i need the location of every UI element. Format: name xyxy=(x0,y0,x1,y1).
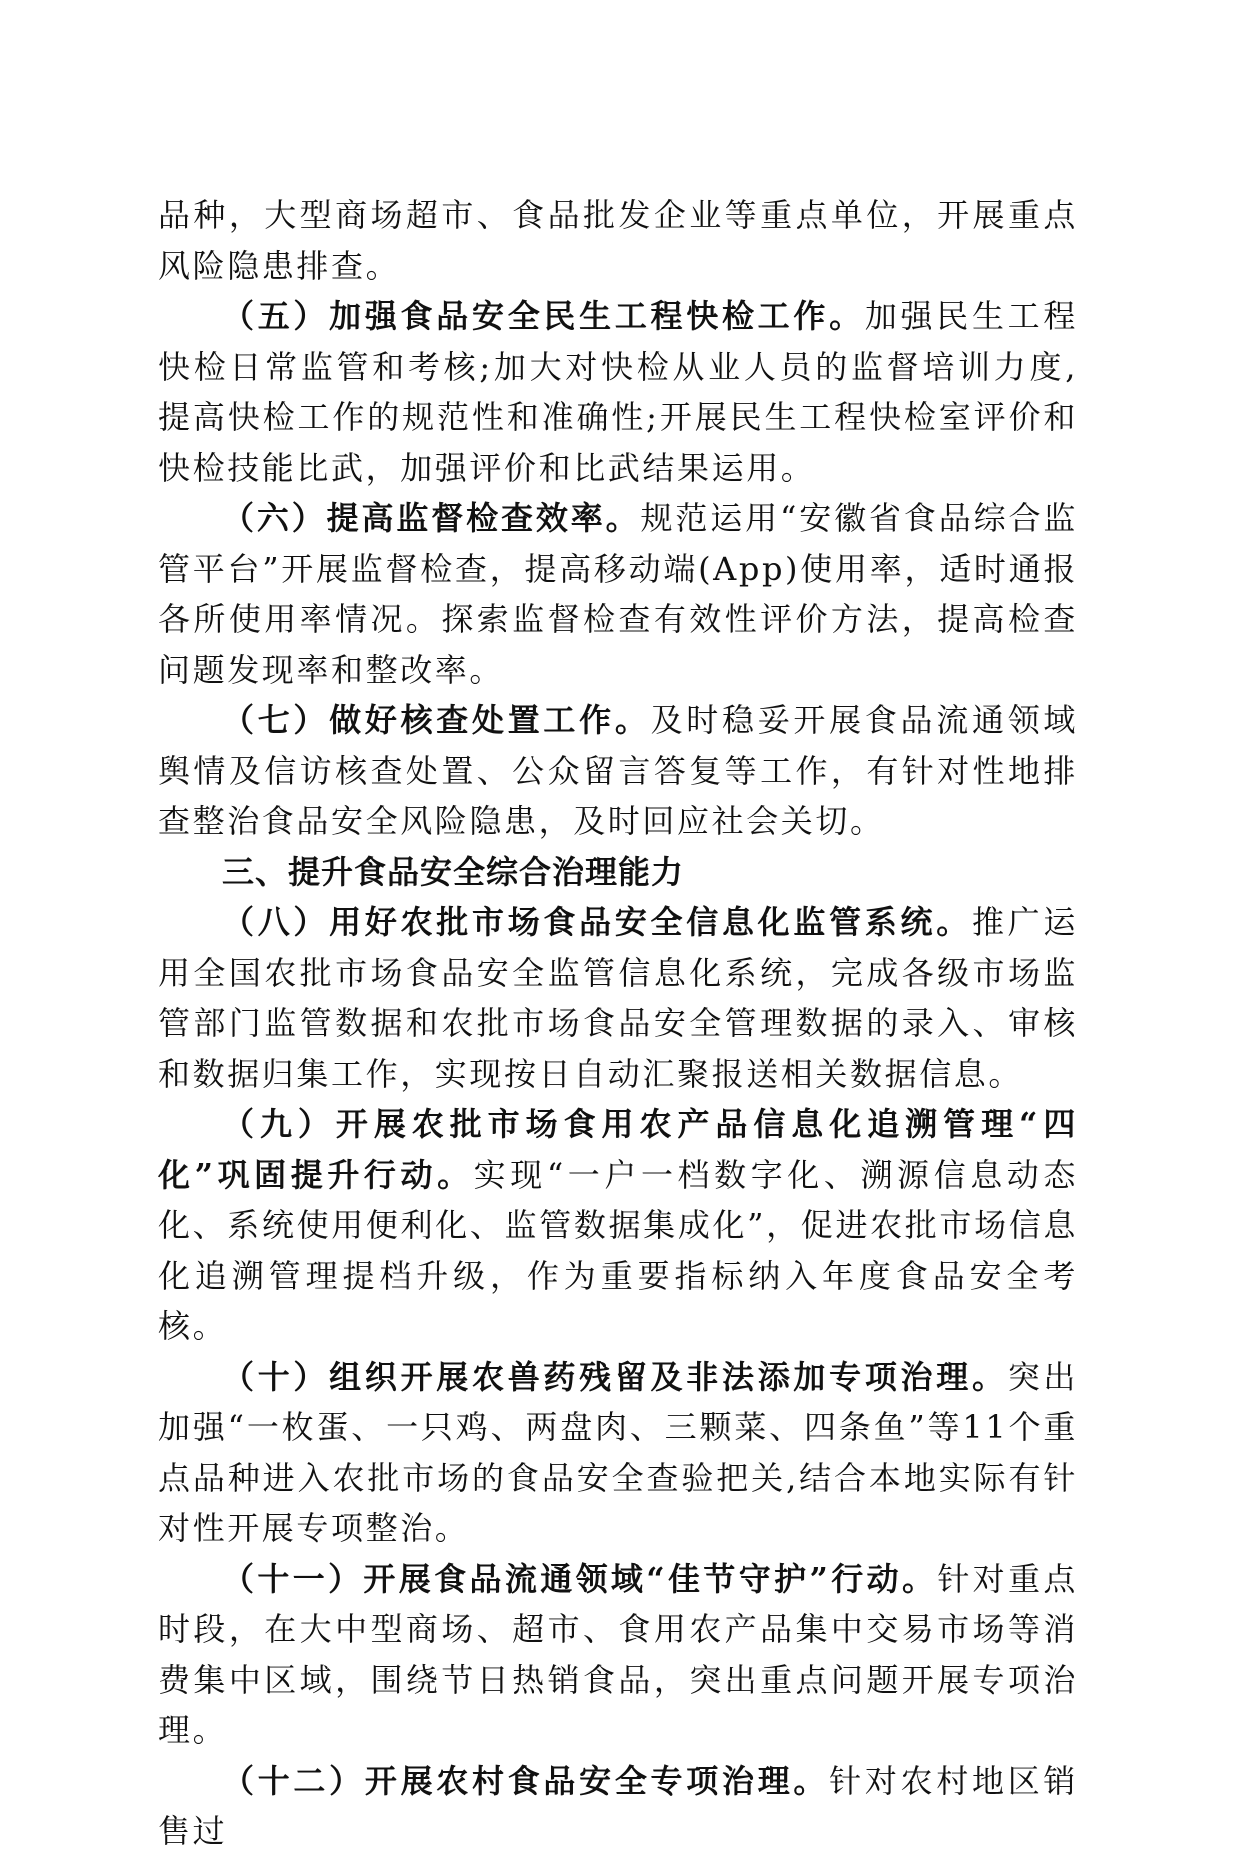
item-lead: （十）组织开展农兽药残留及非法添加专项治理。 xyxy=(222,1357,1008,1396)
paragraph-text: 规范运用“安徽省食品综合监管平台”开展监督检查，提高移动端(App)使用率，适时通报各所使用率情况。探索监督检查有效性评价方法，提高检查问题发现率和整改率。 xyxy=(158,499,1078,689)
paragraph-text: 突出加强“一枚蛋、一只鸡、两盘肉、三颗菜、四条鱼”等11个重点品种进入农批市场的食品安全查验把关,结合本地实际有针对性开展专项整治。 xyxy=(158,1357,1079,1547)
paragraph-item-8 xyxy=(158,897,1078,1099)
paragraph-item-5 xyxy=(158,291,1078,493)
item-lead: （六）提高监督检查效率。 xyxy=(222,499,641,537)
item-lead: （十二）开展农村食品安全专项治理。 xyxy=(222,1761,830,1800)
item-lead: （七）做好核查处置工作。 xyxy=(222,701,651,739)
section-heading-text: 三、提升食品安全综合治理能力 xyxy=(222,852,685,891)
paragraph-text: 推广运用全国农批市场食品安全监管信息化系统，完成各级市场监管部门监管数据和农批市场食品安全管理数据的录入、审核和数据归集工作，实现按日自动汇聚报送相关数据信息。 xyxy=(158,903,1078,1093)
item-lead: （十一）开展食品流通领域“佳节守护”行动。 xyxy=(222,1559,938,1598)
paragraph-item-12 xyxy=(158,1756,1078,1857)
paragraph-item-9 xyxy=(158,1099,1078,1352)
item-lead: （五）加强食品安全民生工程快检工作。 xyxy=(222,297,865,335)
paragraph-item-6 xyxy=(158,493,1078,695)
paragraph-text: 实现“一户一档数字化、溯源信息动态化、系统使用便利化、监管数据集成化”，促进农批市场信息化追溯管理提档升级，作为重要指标纳入年度食品安全考核。 xyxy=(158,1155,1078,1345)
paragraph-item-10 xyxy=(158,1352,1078,1554)
paragraph-text: 品种，大型商场超市、食品批发企业等重点单位，开展重点风险隐患排查。 xyxy=(158,196,1078,285)
paragraph-text: 加强民生工程快检日常监管和考核;加大对快检从业人员的监督培训力度,提高快检工作的规范性和准确性;开展民生工程快检室评价和快检技能比武，加强评价和比武结果运用。 xyxy=(158,297,1078,487)
item-lead: （九）开展农批市场食用农产品信息化追溯管理“四化”巩固提升行动。 xyxy=(158,1105,1078,1194)
section-heading-3 xyxy=(158,847,1078,898)
item-lead: （八）用好农批市场食品安全信息化监管系统。 xyxy=(222,903,972,941)
paragraph-text: 针对农村地区销售过 xyxy=(158,1761,1079,1850)
paragraph-item-11 xyxy=(158,1554,1078,1756)
paragraph-continuation xyxy=(158,190,1078,291)
paragraph-text: 针对重点时段，在大中型商场、超市、食用农产品集中交易市场等消费集中区域，围绕节日热销食品，突出重点问题开展专项治理。 xyxy=(158,1559,1078,1749)
document-body xyxy=(158,190,1078,1857)
paragraph-item-7 xyxy=(158,695,1078,847)
paragraph-text: 及时稳妥开展食品流通领域舆情及信访核查处置、公众留言答复等工作，有针对性地排查整治食品安全风险隐患，及时回应社会关切。 xyxy=(158,701,1079,840)
